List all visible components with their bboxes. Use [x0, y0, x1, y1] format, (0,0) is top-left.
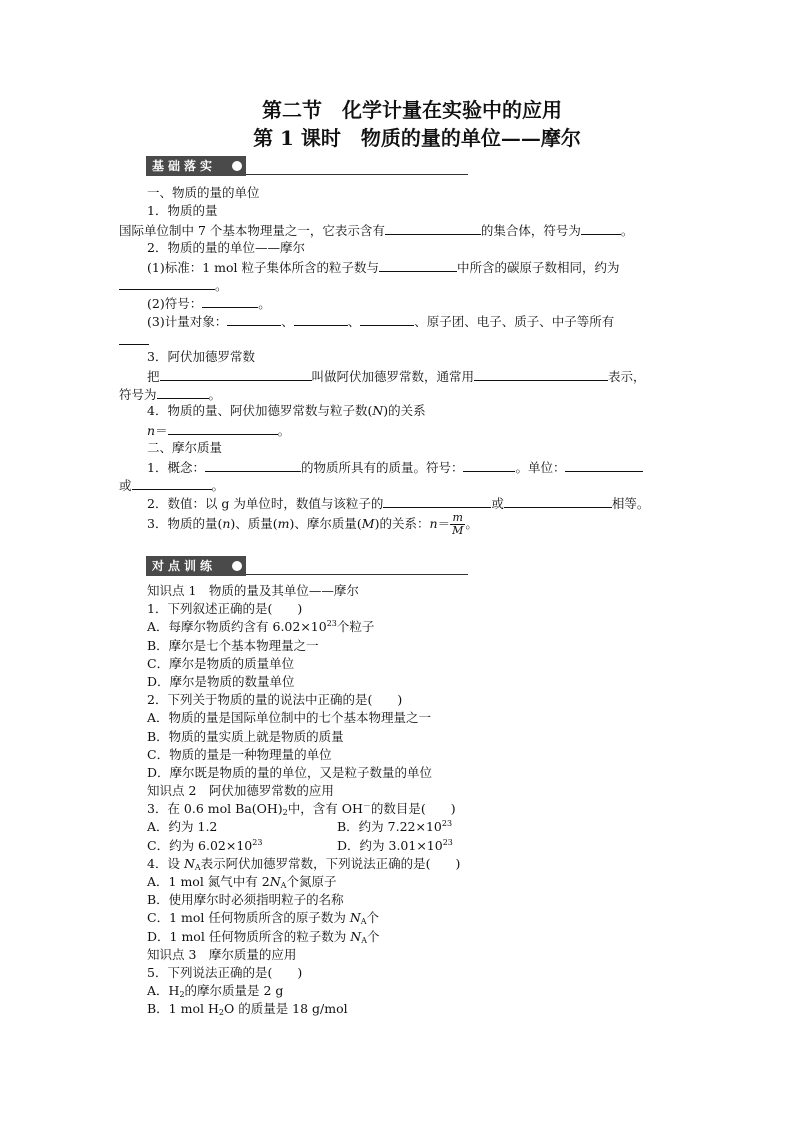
- text-line: 或 。: [119, 475, 679, 493]
- answer-blank[interactable]: [227, 311, 281, 326]
- text-line: 4．物质的量、阿伏加德罗常数与粒子数(N)的关系: [147, 403, 426, 419]
- text-line: 1．概念： 的物质所具有的质量。符号： 。单位：: [119, 457, 679, 475]
- option: C．1 mol 任何物质所含的原子数为 $N_A$个: [147, 910, 380, 927]
- knowledge-point-heading: 知识点 3 摩尔质量的应用: [147, 946, 297, 962]
- answer-blank[interactable]: [463, 457, 515, 472]
- banner-rule: [246, 574, 468, 575]
- text-line: 。: [119, 275, 679, 293]
- text-line: 2．数值：以 g 为单位时，数值与该粒子的 或 相等。: [119, 493, 679, 511]
- title-block: [0, 96, 794, 152]
- page-subtitle: 第 1 课时 物质的量的单位——摩尔: [253, 126, 581, 150]
- text-line: 3．物质的量(n)、质量(m)、摩尔质量(M)的关系：n＝ $\frac{m}{M}$ 。: [147, 511, 478, 538]
- answer-blank[interactable]: [581, 220, 621, 235]
- banner-dot-icon: [232, 161, 242, 171]
- heading: 二、摩尔质量: [147, 439, 223, 455]
- answer-blank[interactable]: [119, 330, 149, 345]
- section-banner-label: 基础落实: [146, 156, 246, 176]
- option: C．摩尔是物质的质量单位: [147, 655, 295, 671]
- text-line: n＝ 。: [119, 420, 679, 438]
- text-line: 把 叫做阿伏加德罗常数，通常用 表示，: [119, 366, 679, 384]
- question: 5．下列说法正确的是( ): [147, 964, 303, 980]
- text-line: (3)计量对象： 、 、 、原子团、电子、质子、中子等所有: [119, 311, 679, 329]
- option: D．1 mol 任何物质所含的粒子数为 $N_A$个: [147, 928, 380, 945]
- text-line: (2)符号： 。: [119, 293, 679, 311]
- banner-dot-icon: [232, 561, 242, 571]
- answer-blank[interactable]: [360, 311, 414, 326]
- answer-blank[interactable]: [202, 293, 258, 308]
- option: C．物质的量是一种物理量的单位: [147, 746, 332, 762]
- section-banner-training: [146, 556, 468, 576]
- knowledge-point-heading: 知识点 1 物质的量及其单位——摩尔: [147, 583, 359, 598]
- section-banner-basics: [146, 156, 468, 176]
- question: 4．设 $N_A$表示阿伏加德罗常数，下列说法正确的是( ): [147, 855, 461, 872]
- subheading: 3．阿伏加德罗常数: [147, 348, 255, 364]
- answer-blank[interactable]: [132, 475, 212, 490]
- knowledge-point-heading: 知识点 2 阿伏加德罗常数的应用: [147, 783, 334, 799]
- answer-blank[interactable]: [379, 257, 457, 272]
- text-line: (1)标准：1 mol 粒子集体所含的粒子数与 中所含的碳原子数相同，约为: [119, 257, 679, 275]
- option: D．摩尔既是物质的量的单位，又是粒子数量的单位: [147, 764, 433, 780]
- option: B．约为 $7.22\times 10^{23}$: [337, 819, 453, 835]
- option-row: [119, 818, 679, 836]
- option: A．物质的量是国际单位制中的七个基本物理量之一: [147, 710, 432, 726]
- text-line: [119, 330, 679, 348]
- option: A．约为 1.2: [147, 819, 218, 835]
- answer-blank[interactable]: [504, 493, 612, 508]
- answer-blank[interactable]: [294, 311, 348, 326]
- answer-blank[interactable]: [157, 384, 209, 399]
- heading: 一、物质的量的单位: [147, 185, 260, 200]
- option: B．物质的量实质上就是物质的质量: [147, 728, 344, 744]
- banner-rule: [246, 174, 468, 175]
- option: A．每摩尔物质约含有 $6.02\times 10^{23}$个粒子: [147, 619, 375, 635]
- option: B．使用摩尔时必须指明粒子的名称: [147, 892, 344, 908]
- text-line: 符号为 。: [119, 384, 679, 402]
- subheading: 1．物质的量: [147, 203, 218, 219]
- subheading: 2．物质的量的单位——摩尔: [147, 239, 305, 255]
- answer-blank[interactable]: [565, 457, 643, 472]
- option: B．1 mol $H_2O$ 的质量是 18 g/mol: [147, 1001, 348, 1018]
- option: C．约为 $6.02\times 10^{23}$: [147, 837, 263, 853]
- text-line: 国际单位制中 7 个基本物理量之一，它表示含有 的集合体，符号为 。: [119, 220, 679, 238]
- answer-blank[interactable]: [160, 366, 312, 381]
- page-title: 第二节 化学计量在实验中的应用: [262, 98, 562, 122]
- option: B．摩尔是七个基本物理量之一: [147, 637, 319, 653]
- answer-blank[interactable]: [205, 457, 301, 472]
- question: 2．下列关于物质的量的说法中正确的是( ): [147, 692, 403, 708]
- option: A．1 mol 氮气中有 $2N_A$个氮原子: [147, 874, 337, 890]
- option: A．$H_2$的摩尔质量是 2 g: [147, 983, 284, 1000]
- answer-blank[interactable]: [168, 420, 278, 435]
- question: 3．在 0.6 mol $Ba(OH)_2$中，含有 OH－的数目是( ): [147, 801, 456, 818]
- fraction: $\frac{m}{M}$: [452, 511, 464, 538]
- answer-blank[interactable]: [119, 275, 215, 290]
- answer-blank[interactable]: [383, 493, 491, 508]
- basics-section: [119, 184, 679, 537]
- question: 1．下列叙述正确的是( ): [147, 601, 303, 617]
- option-row: [119, 837, 679, 855]
- section-banner-label: 对点训练: [146, 556, 246, 576]
- answer-blank[interactable]: [474, 366, 608, 381]
- training-section: [119, 582, 679, 1019]
- answer-blank[interactable]: [385, 220, 481, 235]
- option: D．约为 $3.01\times 10^{23}$: [337, 837, 453, 853]
- option: D．摩尔是物质的数量单位: [147, 673, 295, 689]
